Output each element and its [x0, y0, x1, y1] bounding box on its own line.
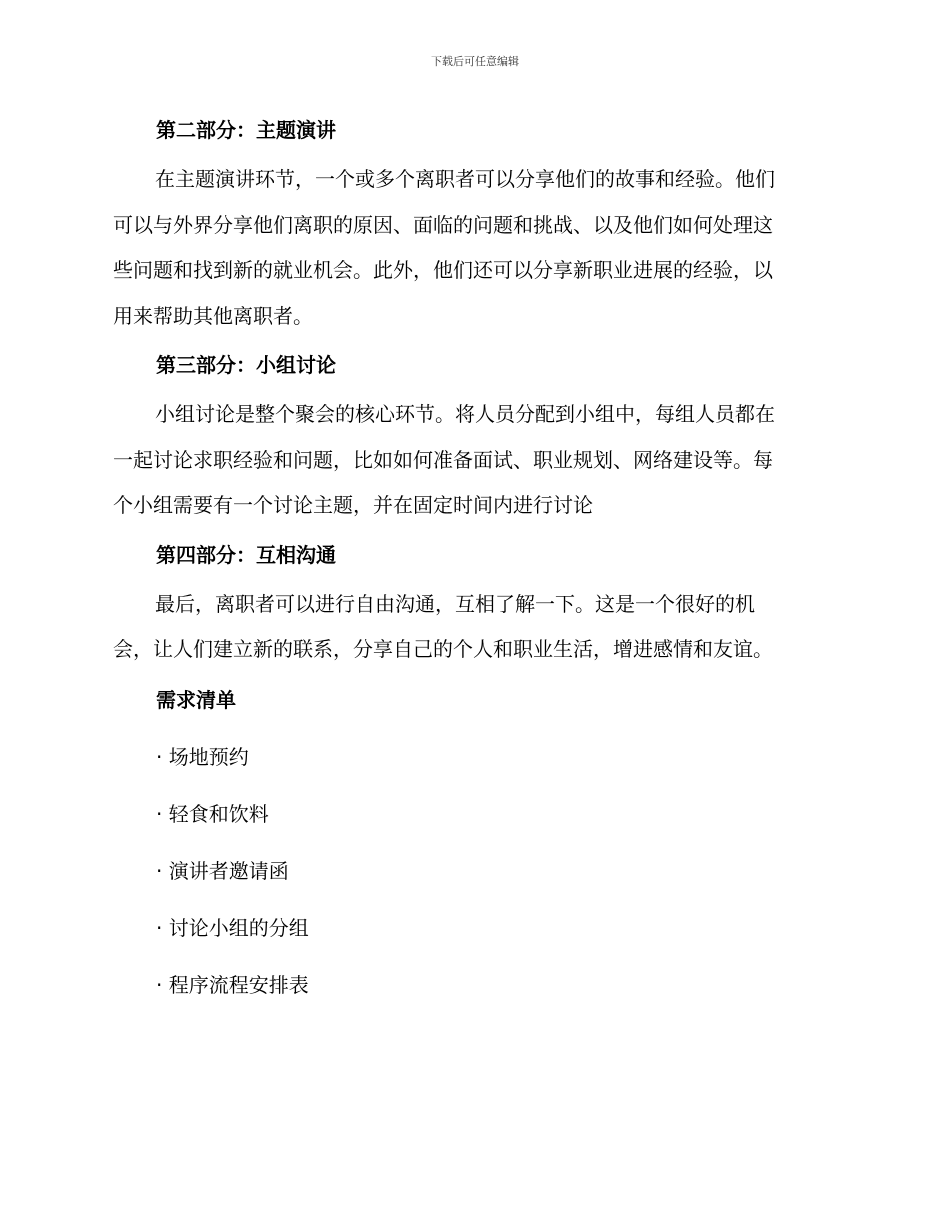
paragraph-line: 一起讨论求职经验和问题，比如如何准备面试、职业规划、网络建设等。每 [113, 447, 773, 472]
section-paragraph-keynote [113, 157, 833, 339]
section-heading-keynote: 第二部分：主题演讲 [156, 118, 336, 142]
checklist-item: · 轻食和饮料 [156, 801, 269, 826]
page-header: 下载后可任意编辑 [431, 55, 519, 68]
checklist-item: · 讨论小组的分组 [156, 915, 309, 940]
paragraph-line: 小组讨论是整个聚会的核心环节。将人员分配到小组中，每组人员都在 [155, 402, 775, 426]
paragraph-line: 些问题和找到新的就业机会。此外，他们还可以分享新职业进展的经验，以 [113, 258, 773, 282]
checklist-item: · 程序流程安排表 [156, 972, 309, 997]
paragraph-line: 用来帮助其他离职者。 [113, 303, 313, 328]
paragraph-line: 可以与外界分享他们离职的原因、面临的问题和挑战、以及他们如何处理这 [113, 212, 773, 237]
paragraph-line: 最后，离职者可以进行自由沟通，互相了解一下。这是一个很好的机 [155, 591, 755, 616]
paragraph-line: 个小组需要有一个讨论主题，并在固定时间内进行讨论 [113, 493, 593, 517]
paragraph-line: 在主题演讲环节，一个或多个离职者可以分享他们的故事和经验。他们 [155, 167, 775, 191]
checklist-heading: 需求清单 [156, 687, 236, 712]
paragraph-line: 会，让人们建立新的联系，分享自己的个人和职业生活，增进感情和友谊。 [113, 637, 773, 661]
section-heading-group-discussion: 第三部分：小组讨论 [156, 353, 336, 377]
checklist-item: · 场地预约 [156, 744, 249, 769]
section-heading-communication: 第四部分：互相沟通 [156, 542, 336, 567]
section-paragraph-group-discussion [113, 392, 833, 529]
section-paragraph-communication [113, 582, 833, 673]
checklist-item: · 演讲者邀请函 [156, 858, 289, 883]
document-body [113, 108, 833, 1000]
